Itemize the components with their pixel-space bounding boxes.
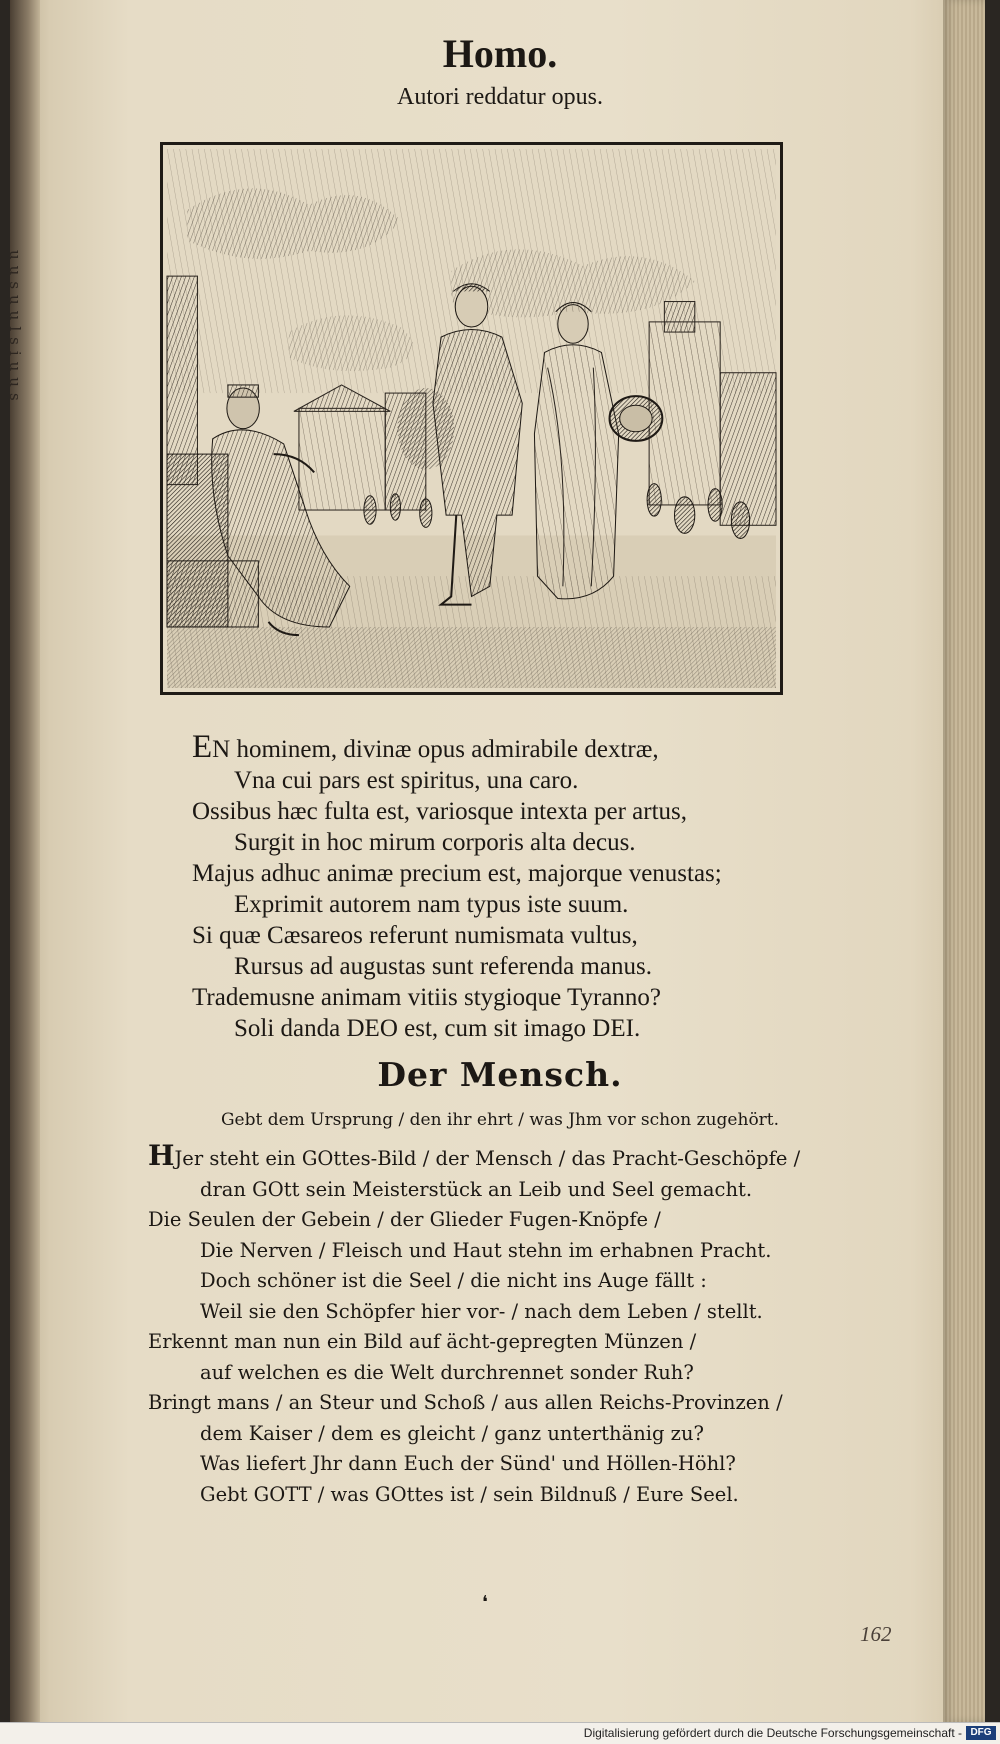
latin-verse-line-text: Ossibus hæc fulta est, variosque intexta per artus,	[192, 798, 688, 825]
german-verse-line-text: Weil sie den Schöpfer hier vor- / nach dem Leben / stellt.	[200, 1299, 763, 1323]
latin-verse-line	[192, 765, 792, 796]
latin-verse-line-text: Soli danda DEO est, cum sit imago DEI.	[234, 1015, 641, 1042]
german-motto: Gebt dem Ursprung / den ihr ehrt / was Jhm vor schon zugehört.	[220, 1110, 780, 1130]
dfg-logo: DFG	[966, 1726, 996, 1740]
latin-verse-line	[192, 889, 792, 920]
german-verse-line	[148, 1358, 848, 1389]
latin-verse-line-text: N hominem, divinæ opus admirabile dextræ,	[212, 736, 659, 763]
latin-verse-line	[192, 729, 792, 765]
latin-verse-line	[192, 982, 792, 1013]
footer-bar	[0, 1722, 1000, 1744]
latin-verse-line	[192, 920, 792, 951]
german-verse-line	[148, 1205, 848, 1236]
german-verse-line	[148, 1449, 848, 1480]
german-verse-line-text: Erkennt man nun ein Bild auf ächt-gepregten Münzen /	[148, 1330, 697, 1353]
german-verse-line-text: Doch schöner ist die Seel / die nicht ins Auge fällt :	[200, 1269, 707, 1292]
german-verse-line	[148, 1327, 848, 1358]
engraving-image	[167, 149, 776, 688]
latin-verse-line-text: Rursus ad augustas sunt referenda manus.	[234, 953, 652, 980]
page-subtitle: Autori reddatur opus.	[397, 84, 603, 110]
latin-verse-line-text: Majus adhuc animæ precium est, majorque venustas;	[192, 860, 722, 887]
german-heading: Der Mensch.	[377, 1055, 623, 1094]
german-verse-line-text: auf welchen es die Welt durchrennet sonder Ruh?	[200, 1360, 694, 1384]
initial-capital: H	[148, 1139, 175, 1172]
page-edges	[943, 0, 985, 1722]
german-verse-line-text: Gebt GOTT / was GOttes ist / sein Bildnuß / Eure Seel.	[200, 1482, 739, 1506]
latin-verse-line	[192, 1013, 792, 1044]
german-verse-line-text: dran GOtt sein Meisterstück an Leib und Seel gemacht.	[200, 1177, 753, 1201]
german-verse-line	[148, 1419, 848, 1450]
latin-verse-line-text: Si quæ Cæsareos referunt numismata vultus,	[192, 922, 638, 949]
latin-poem	[192, 729, 792, 1044]
latin-verse-line	[192, 827, 792, 858]
german-verse-line-text: Jer steht ein GOttes-Bild / der Mensch / das Pracht-Geschöpfe /	[174, 1147, 801, 1170]
german-verse-line	[148, 1480, 848, 1511]
latin-verse-line-text: Surgit in hoc mirum corporis alta decus.	[234, 829, 636, 856]
engraving-illustration	[160, 142, 783, 695]
adjacent-page-letters: uusuulsiuus	[6, 250, 24, 407]
german-verse-line	[148, 1388, 848, 1419]
latin-verse-line	[192, 951, 792, 982]
german-verse-line-text: Die Seulen der Gebein / der Glieder Fugen-Knöpfe /	[148, 1208, 661, 1231]
german-verse-line	[148, 1141, 848, 1175]
latin-verse-line-text: Vna cui pars est spiritus, una caro.	[234, 767, 579, 794]
initial-capital: E	[192, 729, 213, 765]
latin-verse-line-text: Trademusne animam vitiis stygioque Tyranno?	[192, 984, 662, 1011]
german-verse-line-text: Was liefert Jhr dann Euch der Sünd' und Höllen-Höhl?	[200, 1452, 736, 1475]
german-verse-line-text: Bringt mans / an Steur und Schoß / aus allen Reichs-Provinzen /	[148, 1391, 783, 1414]
latin-verse-line	[192, 796, 792, 827]
german-verse-line-text: Die Nerven / Fleisch und Haut stehn im erhabnen Pracht.	[200, 1238, 772, 1262]
german-poem	[148, 1141, 848, 1510]
german-verse-line-text: dem Kaiser / dem es gleicht / ganz unterthänig zu?	[200, 1421, 704, 1445]
page-title: Homo.	[442, 31, 558, 76]
latin-verse-line-text: Exprimit autorem nam typus iste suum.	[234, 891, 629, 918]
printer-mark: ❛	[482, 1592, 488, 1613]
footer-credit: Digitalisierung gefördert durch die Deutsche Forschungsgemeinschaft -	[583, 1726, 962, 1740]
latin-verse-line	[192, 858, 792, 889]
page-number: 162	[860, 1622, 892, 1646]
german-verse-line	[148, 1297, 848, 1328]
german-verse-line	[148, 1175, 848, 1206]
german-verse-line	[148, 1266, 848, 1297]
german-verse-line	[148, 1236, 848, 1267]
